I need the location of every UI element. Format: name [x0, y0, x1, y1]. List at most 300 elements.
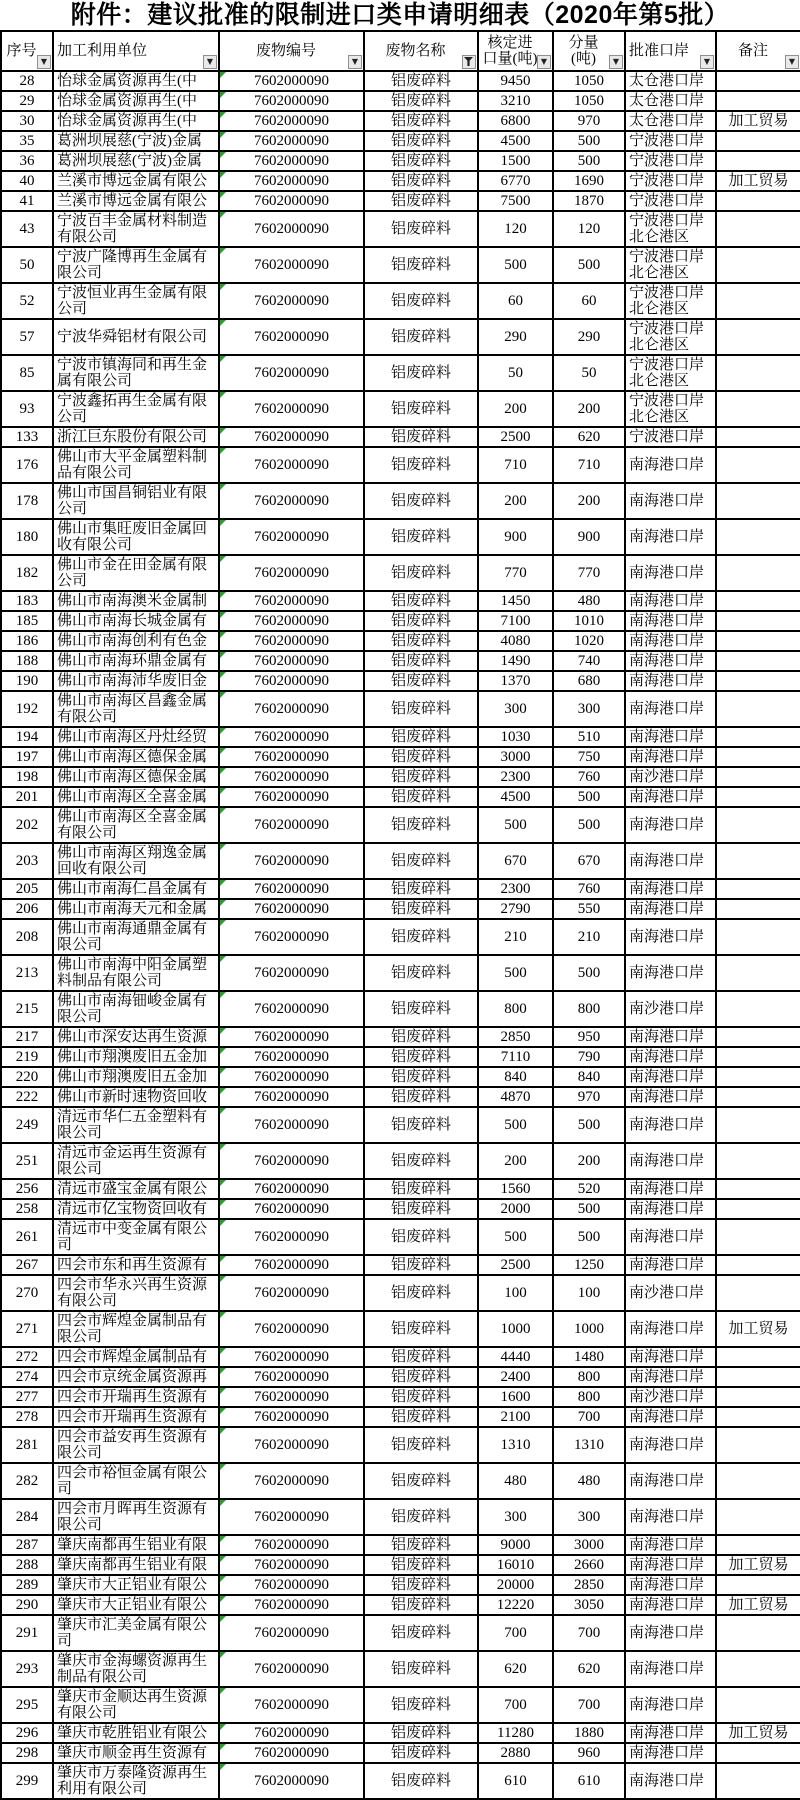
cell-remark [716, 1143, 800, 1179]
cell-seq: 287 [1, 1535, 53, 1555]
cell-port: 南海港口岸 [625, 1067, 716, 1087]
number-as-text-marker [220, 172, 226, 178]
cell-company: 佛山市南海钿峻金属有限公司 [53, 991, 219, 1027]
cell-waste-name: 铝废碎料 [364, 211, 478, 247]
cell-portion-qty: 480 [553, 591, 625, 611]
cell-waste-name: 铝废碎料 [364, 555, 478, 591]
cell-waste-code: 7602000090 [219, 519, 364, 555]
table-body [1, 71, 800, 1799]
cell-waste-code: 7602000090 [219, 1087, 364, 1107]
cell-company: 佛山市翔澳废旧五金加 [53, 1067, 219, 1087]
cell-company: 佛山市南海仁昌金属有 [53, 879, 219, 899]
number-as-text-marker [220, 1348, 226, 1354]
cell-portion-qty: 120 [553, 211, 625, 247]
cell-seq: 194 [1, 727, 53, 747]
cell-port: 宁波港口岸 [625, 191, 716, 211]
cell-approved-qty: 7110 [478, 1047, 553, 1067]
cell-waste-name: 铝废碎料 [364, 319, 478, 355]
cell-company: 葛洲坝展慈(宁波)金属 [53, 131, 219, 151]
number-as-text-marker [220, 248, 226, 254]
cell-remark [716, 447, 800, 483]
filter-button-port[interactable] [700, 55, 714, 69]
cell-seq: 41 [1, 191, 53, 211]
cell-waste-name: 铝废碎料 [364, 1555, 478, 1575]
chevron-down-icon: ▼ [540, 57, 548, 66]
filter-button-portion-qty[interactable] [609, 55, 623, 69]
number-as-text-marker [220, 748, 226, 754]
cell-waste-code: 7602000090 [219, 1255, 364, 1275]
cell-approved-qty: 3000 [478, 747, 553, 767]
cell-approved-qty: 500 [478, 247, 553, 283]
column-header-seq [1, 31, 53, 71]
number-as-text-marker [220, 1652, 226, 1658]
cell-company: 宁波百丰金属材料制造有限公司 [53, 211, 219, 247]
cell-approved-qty: 1560 [478, 1179, 553, 1199]
cell-approved-qty: 670 [478, 843, 553, 879]
cell-portion-qty: 210 [553, 919, 625, 955]
cell-approved-qty: 4500 [478, 131, 553, 151]
cell-approved-qty: 2790 [478, 899, 553, 919]
cell-seq: 206 [1, 899, 53, 919]
number-as-text-marker [220, 920, 226, 926]
column-header-label: 核定进口量(吨) [482, 35, 538, 67]
chevron-down-icon: ▼ [351, 57, 359, 66]
cell-waste-code: 7602000090 [219, 747, 364, 767]
cell-approved-qty: 60 [478, 283, 553, 319]
cell-seq: 217 [1, 1027, 53, 1047]
table-row [1, 1143, 800, 1179]
cell-portion-qty: 1480 [553, 1347, 625, 1367]
cell-remark [716, 1427, 800, 1463]
number-as-text-marker [220, 1464, 226, 1470]
cell-portion-qty: 50 [553, 355, 625, 391]
number-as-text-marker [220, 592, 226, 598]
cell-port: 宁波港口岸 [625, 151, 716, 171]
cell-waste-name: 铝废碎料 [364, 1387, 478, 1407]
cell-port: 宁波港口岸 [625, 427, 716, 447]
number-as-text-marker [220, 652, 226, 658]
cell-approved-qty: 610 [478, 1763, 553, 1799]
cell-waste-name: 铝废碎料 [364, 691, 478, 727]
cell-company: 清远市中变金属有限公司 [53, 1219, 219, 1255]
cell-company: 佛山市南海中阳金属塑料制品有限公司 [53, 955, 219, 991]
cell-seq: 270 [1, 1275, 53, 1311]
number-as-text-marker [220, 448, 226, 454]
cell-port: 南海港口岸 [625, 611, 716, 631]
cell-seq: 185 [1, 611, 53, 631]
table-row [1, 807, 800, 843]
cell-portion-qty: 300 [553, 1499, 625, 1535]
table-row [1, 247, 800, 283]
cell-portion-qty: 770 [553, 555, 625, 591]
cell-waste-name: 铝废碎料 [364, 131, 478, 151]
cell-company: 葛洲坝展慈(宁波)金属 [53, 151, 219, 171]
table-row [1, 1347, 800, 1367]
cell-company: 佛山市南海区全喜金属有限公司 [53, 807, 219, 843]
cell-approved-qty: 6800 [478, 111, 553, 131]
cell-waste-name: 铝废碎料 [364, 71, 478, 91]
column-header-label: 废物名称 [385, 43, 446, 59]
cell-approved-qty: 2000 [478, 1199, 553, 1219]
filter-button-remark[interactable] [785, 55, 799, 69]
chevron-down-icon: ▼ [703, 57, 711, 66]
number-as-text-marker [220, 808, 226, 814]
cell-approved-qty: 840 [478, 1067, 553, 1087]
cell-seq: 219 [1, 1047, 53, 1067]
cell-remark [716, 1199, 800, 1219]
cell-waste-code: 7602000090 [219, 899, 364, 919]
cell-remark [716, 843, 800, 879]
cell-waste-code: 7602000090 [219, 447, 364, 483]
number-as-text-marker [220, 692, 226, 698]
cell-approved-qty: 1600 [478, 1387, 553, 1407]
table-row [1, 1575, 800, 1595]
cell-waste-code: 7602000090 [219, 191, 364, 211]
cell-approved-qty: 710 [478, 447, 553, 483]
cell-portion-qty: 800 [553, 991, 625, 1027]
cell-remark: 加工贸易 [716, 111, 800, 131]
column-header-label: 备注 [737, 43, 768, 59]
cell-remark: 加工贸易 [716, 171, 800, 191]
cell-portion-qty: 750 [553, 747, 625, 767]
cell-portion-qty: 2660 [553, 1555, 625, 1575]
cell-seq: 192 [1, 691, 53, 727]
cell-portion-qty: 1050 [553, 71, 625, 91]
number-as-text-marker [220, 1764, 226, 1770]
column-header-portion-qty [553, 31, 625, 71]
cell-remark [716, 1615, 800, 1651]
table-row [1, 651, 800, 671]
cell-remark [716, 211, 800, 247]
cell-waste-name: 铝废碎料 [364, 1067, 478, 1087]
filter-button-waste-name[interactable] [462, 55, 476, 69]
cell-company: 肇庆市大正铝业有限公 [53, 1575, 219, 1595]
cell-waste-name: 铝废碎料 [364, 991, 478, 1027]
number-as-text-marker [220, 1048, 226, 1054]
cell-remark [716, 671, 800, 691]
cell-port: 宁波港口岸北仑港区 [625, 391, 716, 427]
cell-company: 肇庆市大正铝业有限公 [53, 1595, 219, 1615]
cell-seq: 298 [1, 1743, 53, 1763]
cell-remark [716, 591, 800, 611]
cell-waste-code: 7602000090 [219, 1179, 364, 1199]
number-as-text-marker [220, 1408, 226, 1414]
number-as-text-marker [220, 112, 226, 118]
cell-remark [716, 1347, 800, 1367]
cell-approved-qty: 4440 [478, 1347, 553, 1367]
cell-remark [716, 691, 800, 727]
number-as-text-marker [220, 844, 226, 850]
cell-port: 南海港口岸 [625, 1763, 716, 1799]
number-as-text-marker [220, 212, 226, 218]
cell-waste-name: 铝废碎料 [364, 191, 478, 211]
table-row [1, 447, 800, 483]
cell-port: 南海港口岸 [625, 1087, 716, 1107]
number-as-text-marker [220, 1068, 226, 1074]
cell-seq: 274 [1, 1367, 53, 1387]
table-row [1, 1723, 800, 1743]
table-row [1, 1407, 800, 1427]
table-row [1, 283, 800, 319]
cell-company: 佛山市集旺废旧金属回收有限公司 [53, 519, 219, 555]
cell-remark [716, 1067, 800, 1087]
number-as-text-marker [220, 1744, 226, 1750]
cell-portion-qty: 2850 [553, 1575, 625, 1595]
cell-remark [716, 91, 800, 111]
cell-waste-name: 铝废碎料 [364, 247, 478, 283]
cell-waste-code: 7602000090 [219, 355, 364, 391]
cell-remark [716, 427, 800, 447]
number-as-text-marker [220, 1088, 226, 1094]
cell-remark: 加工贸易 [716, 1555, 800, 1575]
cell-remark [716, 631, 800, 651]
cell-portion-qty: 290 [553, 319, 625, 355]
cell-seq: 203 [1, 843, 53, 879]
cell-waste-name: 铝废碎料 [364, 151, 478, 171]
table-row [1, 1651, 800, 1687]
cell-waste-name: 铝废碎料 [364, 727, 478, 747]
cell-portion-qty: 500 [553, 151, 625, 171]
chevron-down-icon: ▼ [788, 57, 796, 66]
cell-waste-code: 7602000090 [219, 1107, 364, 1143]
cell-company: 佛山市南海区翔逸金属回收有限公司 [53, 843, 219, 879]
cell-remark [716, 1027, 800, 1047]
cell-approved-qty: 200 [478, 1143, 553, 1179]
cell-port: 南海港口岸 [625, 651, 716, 671]
table-row [1, 211, 800, 247]
cell-portion-qty: 700 [553, 1615, 625, 1651]
cell-remark [716, 1463, 800, 1499]
table-row [1, 591, 800, 611]
cell-remark [716, 1387, 800, 1407]
cell-port: 南海港口岸 [625, 1427, 716, 1463]
cell-waste-code: 7602000090 [219, 1347, 364, 1367]
cell-portion-qty: 500 [553, 807, 625, 843]
cell-portion-qty: 1690 [553, 171, 625, 191]
filter-button-seq[interactable] [37, 55, 51, 69]
cell-port: 南海港口岸 [625, 807, 716, 843]
cell-seq: 133 [1, 427, 53, 447]
cell-company: 宁波市镇海同和再生金属有限公司 [53, 355, 219, 391]
cell-portion-qty: 1250 [553, 1255, 625, 1275]
cell-portion-qty: 1050 [553, 91, 625, 111]
filter-button-waste-code[interactable] [348, 55, 362, 69]
cell-waste-code: 7602000090 [219, 919, 364, 955]
filter-button-approved-qty[interactable] [537, 55, 551, 69]
number-as-text-marker [220, 132, 226, 138]
cell-approved-qty: 9450 [478, 71, 553, 91]
cell-approved-qty: 2300 [478, 879, 553, 899]
cell-company: 四会市辉煌金属制品有限公司 [53, 1311, 219, 1347]
cell-waste-name: 铝废碎料 [364, 427, 478, 447]
cell-portion-qty: 710 [553, 447, 625, 483]
cell-waste-name: 铝废碎料 [364, 1687, 478, 1723]
cell-seq: 249 [1, 1107, 53, 1143]
cell-waste-name: 铝废碎料 [364, 1499, 478, 1535]
table-row [1, 1499, 800, 1535]
cell-approved-qty: 50 [478, 355, 553, 391]
cell-company: 肇庆市汇美金属有限公司 [53, 1615, 219, 1651]
cell-seq: 222 [1, 1087, 53, 1107]
cell-waste-code: 7602000090 [219, 151, 364, 171]
cell-remark [716, 1743, 800, 1763]
cell-portion-qty: 500 [553, 1107, 625, 1143]
cell-waste-code: 7602000090 [219, 1407, 364, 1427]
cell-seq: 284 [1, 1499, 53, 1535]
cell-remark [716, 1107, 800, 1143]
cell-port: 南海港口岸 [625, 747, 716, 767]
cell-portion-qty: 1000 [553, 1311, 625, 1347]
cell-company: 清远市华仁五金塑料有限公司 [53, 1107, 219, 1143]
cell-port: 南海港口岸 [625, 879, 716, 899]
cell-company: 清远市盛宝金属有限公 [53, 1179, 219, 1199]
cell-port: 宁波港口岸北仑港区 [625, 319, 716, 355]
cell-company: 佛山市大平金属塑料制品有限公司 [53, 447, 219, 483]
cell-approved-qty: 6770 [478, 171, 553, 191]
number-as-text-marker [220, 556, 226, 562]
table-row [1, 671, 800, 691]
cell-approved-qty: 1030 [478, 727, 553, 747]
table-row [1, 111, 800, 131]
number-as-text-marker [220, 956, 226, 962]
cell-seq: 296 [1, 1723, 53, 1743]
number-as-text-marker [220, 520, 226, 526]
cell-waste-name: 铝废碎料 [364, 1651, 478, 1687]
cell-waste-name: 铝废碎料 [364, 919, 478, 955]
cell-remark [716, 355, 800, 391]
cell-portion-qty: 500 [553, 787, 625, 807]
cell-port: 南海港口岸 [625, 1143, 716, 1179]
cell-approved-qty: 900 [478, 519, 553, 555]
cell-seq: 30 [1, 111, 53, 131]
cell-waste-name: 铝废碎料 [364, 807, 478, 843]
cell-waste-code: 7602000090 [219, 671, 364, 691]
cell-waste-code: 7602000090 [219, 483, 364, 519]
cell-waste-name: 铝废碎料 [364, 111, 478, 131]
cell-seq: 85 [1, 355, 53, 391]
table-header [1, 31, 800, 71]
cell-remark [716, 191, 800, 211]
number-as-text-marker [220, 880, 226, 886]
cell-remark [716, 1651, 800, 1687]
cell-seq: 291 [1, 1615, 53, 1651]
cell-waste-code: 7602000090 [219, 1311, 364, 1347]
cell-remark [716, 71, 800, 91]
table-row [1, 1107, 800, 1143]
cell-approved-qty: 3210 [478, 91, 553, 111]
cell-waste-name: 铝废碎料 [364, 747, 478, 767]
cell-waste-code: 7602000090 [219, 1219, 364, 1255]
table-row [1, 1087, 800, 1107]
filter-button-company[interactable] [203, 55, 217, 69]
cell-port: 南海港口岸 [625, 1595, 716, 1615]
cell-portion-qty: 680 [553, 671, 625, 691]
cell-company: 佛山市南海区昌鑫金属有限公司 [53, 691, 219, 727]
table-row [1, 747, 800, 767]
number-as-text-marker [220, 992, 226, 998]
cell-seq: 202 [1, 807, 53, 843]
cell-waste-code: 7602000090 [219, 247, 364, 283]
cell-port: 南海港口岸 [625, 1347, 716, 1367]
cell-portion-qty: 700 [553, 1407, 625, 1427]
cell-waste-code: 7602000090 [219, 727, 364, 747]
column-header-label: 序号 [6, 43, 37, 59]
cell-portion-qty: 760 [553, 767, 625, 787]
cell-approved-qty: 1490 [478, 651, 553, 671]
cell-waste-name: 铝废碎料 [364, 1743, 478, 1763]
cell-waste-name: 铝废碎料 [364, 1763, 478, 1799]
number-as-text-marker [220, 392, 226, 398]
cell-port: 南海港口岸 [625, 1407, 716, 1427]
table-row [1, 355, 800, 391]
cell-portion-qty: 620 [553, 427, 625, 447]
column-header-company [53, 31, 219, 71]
table-row [1, 879, 800, 899]
cell-waste-code: 7602000090 [219, 111, 364, 131]
cell-approved-qty: 200 [478, 483, 553, 519]
cell-waste-name: 铝废碎料 [364, 879, 478, 899]
table-row [1, 727, 800, 747]
cell-remark [716, 1575, 800, 1595]
cell-port: 南海港口岸 [625, 1615, 716, 1651]
cell-waste-code: 7602000090 [219, 171, 364, 191]
cell-waste-name: 铝废碎料 [364, 1347, 478, 1367]
cell-port: 南海港口岸 [625, 483, 716, 519]
cell-waste-code: 7602000090 [219, 591, 364, 611]
cell-portion-qty: 960 [553, 1743, 625, 1763]
cell-portion-qty: 1020 [553, 631, 625, 651]
table-row [1, 191, 800, 211]
cell-waste-name: 铝废碎料 [364, 1427, 478, 1463]
cell-port: 宁波港口岸 [625, 171, 716, 191]
cell-portion-qty: 1870 [553, 191, 625, 211]
cell-waste-code: 7602000090 [219, 767, 364, 787]
number-as-text-marker [220, 1556, 226, 1562]
cell-approved-qty: 620 [478, 1651, 553, 1687]
cell-approved-qty: 200 [478, 391, 553, 427]
cell-seq: 215 [1, 991, 53, 1027]
cell-waste-name: 铝废碎料 [364, 1027, 478, 1047]
cell-port: 南海港口岸 [625, 1463, 716, 1499]
cell-remark [716, 1047, 800, 1067]
number-as-text-marker [220, 1388, 226, 1394]
cell-seq: 288 [1, 1555, 53, 1575]
cell-waste-code: 7602000090 [219, 1595, 364, 1615]
cell-port: 南海港口岸 [625, 1723, 716, 1743]
cell-port: 宁波港口岸北仑港区 [625, 247, 716, 283]
table-row [1, 1427, 800, 1463]
cell-seq: 29 [1, 91, 53, 111]
cell-approved-qty: 1370 [478, 671, 553, 691]
cell-waste-code: 7602000090 [219, 427, 364, 447]
cell-waste-name: 铝废碎料 [364, 611, 478, 631]
table-row [1, 171, 800, 191]
cell-waste-name: 铝废碎料 [364, 591, 478, 611]
cell-seq: 52 [1, 283, 53, 319]
cell-portion-qty: 900 [553, 519, 625, 555]
cell-company: 怡球金属资源再生(中 [53, 111, 219, 131]
cell-waste-name: 铝废碎料 [364, 767, 478, 787]
cell-remark [716, 1367, 800, 1387]
table-row [1, 691, 800, 727]
cell-company: 浙江巨东股份有限公司 [53, 427, 219, 447]
cell-company: 四会市开瑞再生资源有 [53, 1387, 219, 1407]
cell-company: 四会市开瑞再生资源有 [53, 1407, 219, 1427]
cell-company: 佛山市南海区德保金属 [53, 747, 219, 767]
cell-seq: 293 [1, 1651, 53, 1687]
import-approval-table [0, 30, 800, 1800]
cell-company: 佛山市南海沛华废旧金 [53, 671, 219, 691]
